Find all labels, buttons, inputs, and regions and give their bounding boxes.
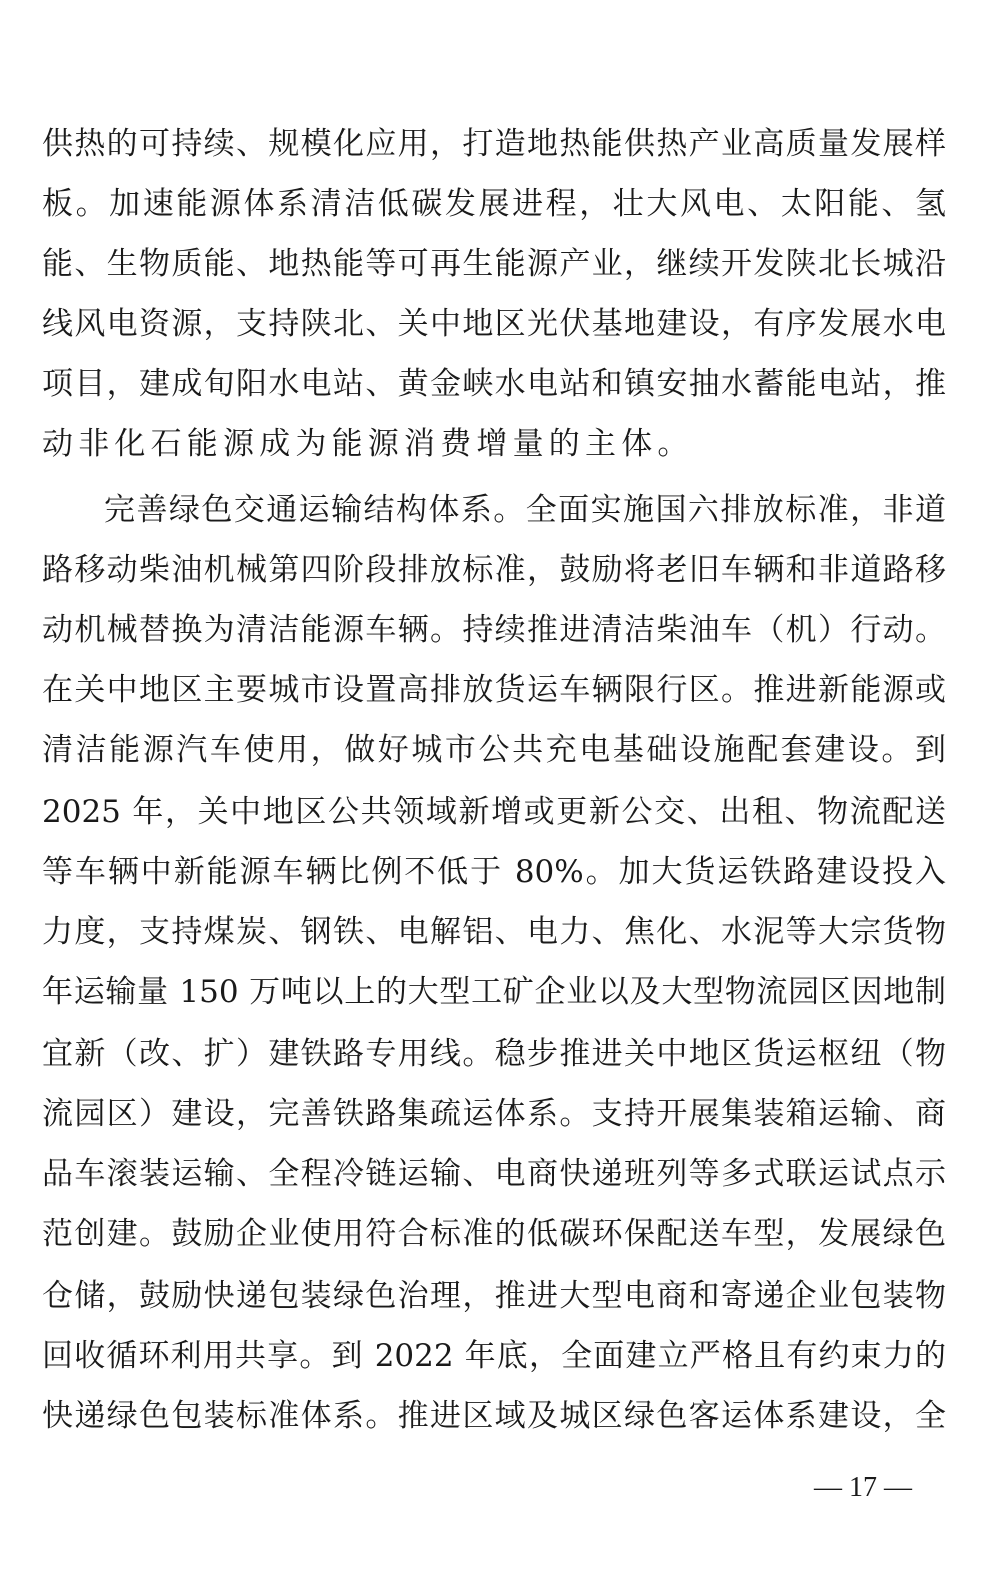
text-line-4: 线风电资源，支持陕北、关中地区光伏基地建设，有序发展水电 (42, 306, 946, 342)
text-line-3: 能、生物质能、地热能等可再生能源产业，继续开发陕北长城沿 (42, 246, 946, 282)
text-line-10: 在关中地区主要城市设置高排放货运车辆限行区。推进新能源或 (42, 672, 946, 708)
text-line-12: 2025 年，关中地区公共领域新增或更新公交、出租、物流配送 (42, 794, 946, 830)
text-line-1: 供热的可持续、规模化应用，打造地热能供热产业高质量发展样 (42, 126, 946, 162)
text-line-7: 完善绿色交通运输结构体系。全面实施国六排放标准，非道 (104, 492, 946, 528)
text-line-8: 路移动柴油机械第四阶段排放标准，鼓励将老旧车辆和非道路移 (42, 552, 946, 588)
text-line-16: 宜新（改、扩）建铁路专用线。稳步推进关中地区货运枢纽（物 (42, 1036, 946, 1072)
text-line-11: 清洁能源汽车使用，做好城市公共充电基础设施配套建设。到 (42, 732, 946, 768)
text-line-20: 仓储，鼓励快递包装绿色治理，推进大型电商和寄递企业包装物 (42, 1278, 946, 1314)
text-line-21: 回收循环利用共享。到 2022 年底，全面建立严格且有约束力的 (42, 1338, 946, 1374)
text-line-15: 年运输量 150 万吨以上的大型工矿企业以及大型物流园区因地制 (42, 974, 946, 1010)
text-line-19: 范创建。鼓励企业使用符合标准的低碳环保配送车型，发展绿色 (42, 1216, 946, 1252)
text-line-13: 等车辆中新能源车辆比例不低于 80%。加大货运铁路建设投入 (42, 854, 946, 890)
text-line-14: 力度，支持煤炭、钢铁、电解铝、电力、焦化、水泥等大宗货物 (42, 914, 946, 950)
text-line-5: 项目，建成旬阳水电站、黄金峡水电站和镇安抽水蓄能电站，推 (42, 366, 946, 402)
text-line-18: 品车滚装运输、全程冷链运输、电商快递班列等多式联运试点示 (42, 1156, 946, 1192)
text-line-17: 流园区）建设，完善铁路集疏运体系。支持开展集装箱运输、商 (42, 1096, 946, 1132)
text-line-22: 快递绿色包装标准体系。推进区域及城区绿色客运体系建设，全 (42, 1398, 946, 1434)
text-line-6: 动非化石能源成为能源消费增量的主体。 (42, 426, 694, 462)
text-line-9: 动机械替换为清洁能源车辆。持续推进清洁柴油车（机）行动。 (42, 612, 946, 648)
text-line-2: 板。加速能源体系清洁低碳发展进程，壮大风电、太阳能、氢 (42, 186, 946, 222)
page-number: — 17 — (814, 1472, 912, 1503)
